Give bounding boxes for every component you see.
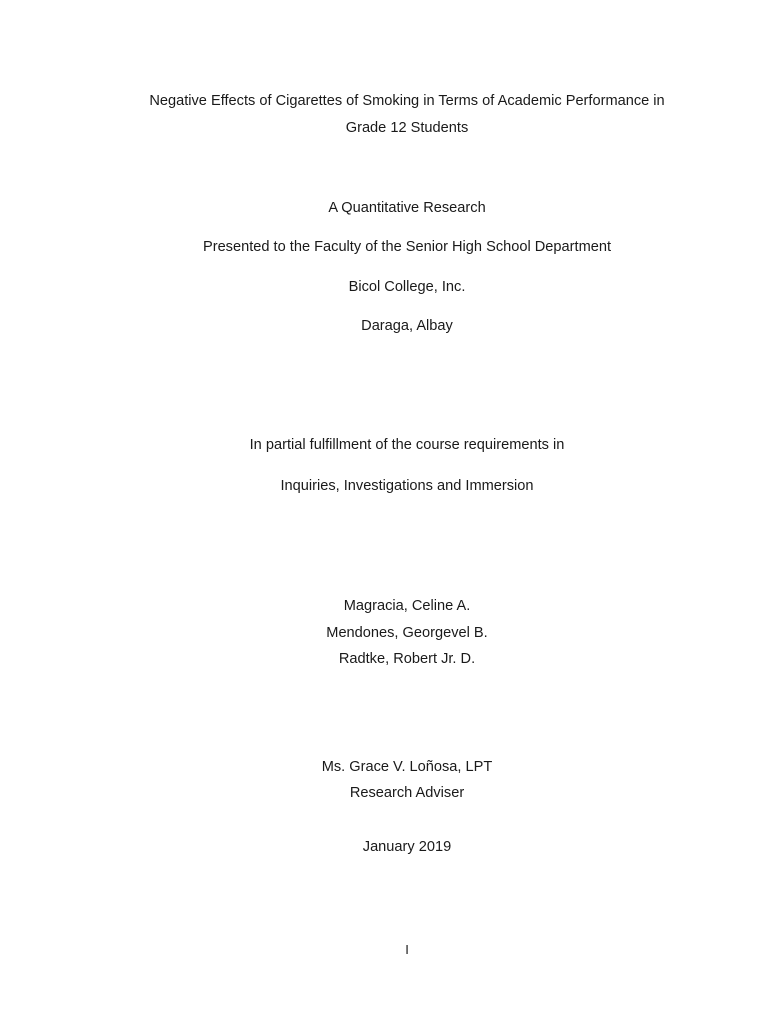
submission-date: January 2019 — [362, 839, 452, 855]
author-name: Radtke, Robert Jr. D. — [338, 651, 476, 667]
course-name: Inquiries, Investigations and Immersion — [280, 478, 534, 494]
fulfillment-statement: In partial fulfillment of the course requirements in — [249, 437, 565, 453]
title-line-1: Negative Effects of Cigarettes of Smoking in Terms of Academic Performance in — [149, 93, 665, 109]
adviser-role: Research Adviser — [349, 785, 465, 801]
presented-to: Presented to the Faculty of the Senior High School Department — [202, 239, 612, 255]
research-type: A Quantitative Research — [328, 200, 486, 216]
title-line-2: Grade 12 Students — [345, 120, 469, 136]
institution-location: Daraga, Albay — [361, 318, 453, 334]
institution-name: Bicol College, Inc. — [348, 279, 466, 295]
page-number: I — [405, 942, 409, 957]
adviser-name: Ms. Grace V. Loñosa, LPT — [321, 759, 493, 775]
author-name: Mendones, Georgevel B. — [326, 625, 488, 641]
author-name: Magracia, Celine A. — [343, 598, 471, 614]
